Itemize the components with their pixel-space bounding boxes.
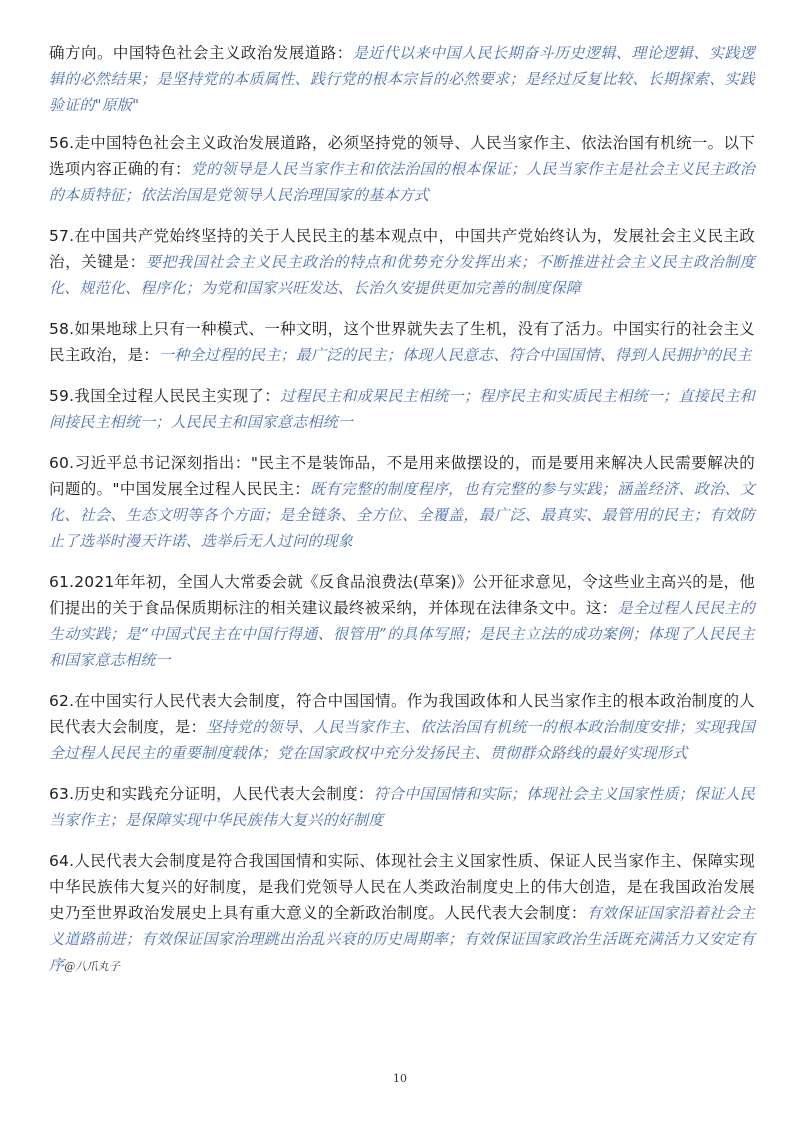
paragraph-q56 xyxy=(49,130,755,208)
answer-text: 是近代以来中国人民长期奋斗历史逻辑、理论逻辑、实践逻辑的必然结果；是坚持党的本质属性、践行党的根本宗旨的必然要求；是经过反复比较、长期探索、实践验证的"原版" xyxy=(49,44,755,114)
page-number: 10 xyxy=(393,1072,407,1085)
paragraph-q59 xyxy=(49,383,755,435)
question-text: 61.2021年年初，全国人大常委会就《反食品浪费法(草案)》公开征求意见，令这些业主高兴的是，他们提出的关于食品保质期标注的相关建议最终被采纳，并体现在法律条文中。这： xyxy=(49,573,755,617)
question-text: 60.习近平总书记深刻指出："民主不是装饰品，不是用来做摆设的，而是要用来解决人民需要解决的问题的。"中国发展全过程人民民主： xyxy=(49,454,755,498)
question-text: 56.走中国特色社会主义政治发展道路，必须坚持党的领导、人民当家作主、依法治国有机统一。以下选项内容正确的有： xyxy=(49,134,755,178)
answer-text: 既有完整的制度程序，也有完整的参与实践；涵盖经济、政治、文化、社会、生态文明等各个方面；是全链条、全方位、全覆盖，最广泛、最真实、最管用的民主；有效防止了选举时漫天许诺、选举后无人过问的现象 xyxy=(49,480,755,550)
answer-text: 过程民主和成果民主相统一；程序民主和实质民主相统一；直接民主和间接民主相统一；人民民主和国家意志相统一 xyxy=(49,387,755,431)
question-text: 64.人民代表大会制度是符合我国国情和实际、体现社会主义国家性质、保证人民当家作主、保障实现中华民族伟大复兴的好制度，是我们党领导人民在人类政治制度史上的伟大创造，是在我国政治发展史乃至世界政治发展史上具有重大意义的全新政治制度。人民代表大会制度： xyxy=(49,852,755,922)
answer-text: 坚持党的领导、人民当家作主、依法治国有机统一的根本政治制度安排；实现我国全过程人民民主的重要制度载体；党在国家政权中充分发扬民主、贯彻群众路线的最好实现形式 xyxy=(49,718,755,762)
question-text: 57.在中国共产党始终坚持的关于人民民主的基本观点中，中国共产党始终认为，发展社会主义民主政治，关键是： xyxy=(49,227,755,271)
paragraph-q58 xyxy=(49,316,755,368)
answer-text: 要把我国社会主义民主政治的特点和优势充分发挥出来；不断推进社会主义民主政治制度化、规范化、程序化；为党和国家兴旺发达、长治久安提供更加完善的制度保障 xyxy=(49,253,755,297)
paragraph-q61 xyxy=(49,569,755,673)
paragraph-q63 xyxy=(49,781,755,833)
paragraph-q62 xyxy=(49,688,755,766)
question-text: 62.在中国实行人民代表大会制度，符合中国国情。作为我国政体和人民当家作主的根本政治制度的人民代表大会制度，是： xyxy=(49,692,755,736)
paragraph-intro xyxy=(49,40,755,118)
paragraph-q64 xyxy=(49,848,755,980)
paragraph-q60 xyxy=(49,450,755,554)
question-text: 59.我国全过程人民民主实现了： xyxy=(49,387,281,405)
answer-text: 一种全过程的民主；最广泛的民主；体现人民意志、符合中国国情、得到人民拥护的民主 xyxy=(158,346,752,364)
answer-text: 有效保证国家沿着社会主义道路前进；有效保证国家治理跳出治乱兴衰的历史周期率；有效保证国家政治生活既充满活力又安定有序 xyxy=(49,904,755,974)
watermark: @八爪丸子 xyxy=(64,960,121,973)
answer-text: 符合中国国情和实际；体现社会主义国家性质；保证人民当家作主；是保障实现中华民族伟大复兴的好制度 xyxy=(49,785,755,829)
answer-text: 党的领导是人民当家作主和依法治国的根本保证；人民当家作主是社会主义民主政治的本质特征；依法治国是党领导人民治理国家的基本方式 xyxy=(49,160,755,204)
question-text: 63.历史和实践充分证明，人民代表大会制度： xyxy=(49,785,374,803)
answer-text: 是全过程人民民主的生动实践；是“中国式民主在中国行得通、很管用”的具体写照；是民主立法的成功案例；体现了人民民主和国家意志相统一 xyxy=(49,599,755,669)
question-text: 确方向。中国特色社会主义政治发展道路： xyxy=(49,44,353,62)
document-body xyxy=(49,40,755,995)
paragraph-q57 xyxy=(49,223,755,301)
question-text: 58.如果地球上只有一种模式、一种文明，这个世界就失去了生机，没有了活力。中国实行的社会主义民主政治，是： xyxy=(49,320,755,364)
